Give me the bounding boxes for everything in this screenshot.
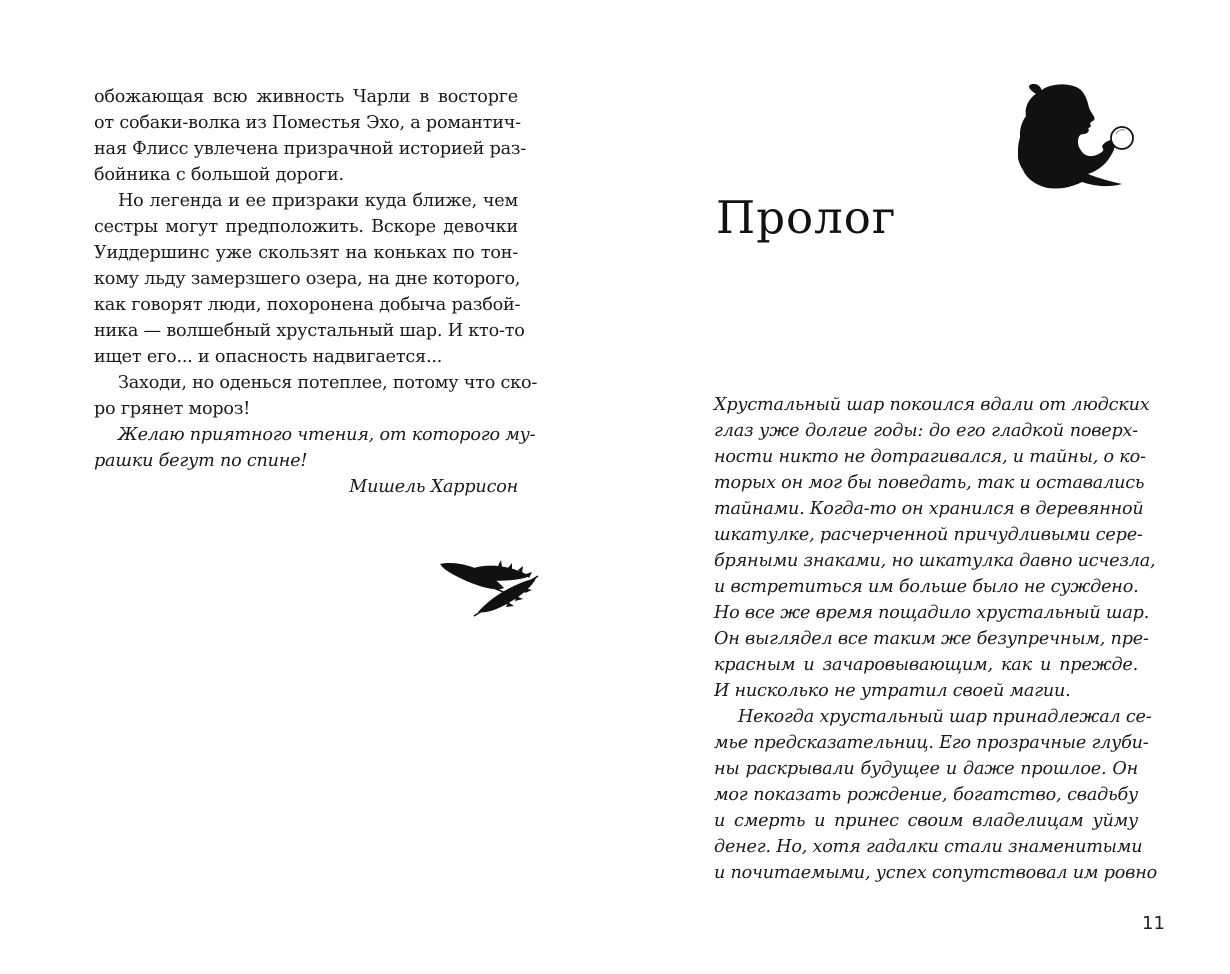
feathers-icon: [438, 558, 540, 618]
text-line: Хрустальный шар покоился вдали от людских: [714, 395, 1150, 415]
girl-with-crystal-ball-icon: [1018, 84, 1142, 192]
text-line: торых он мог бы поведать, так и оставались: [714, 473, 1145, 493]
text-line: ро грянет мороз!: [94, 399, 251, 419]
text-line: Он выглядел все таким же безупречным, пре-: [714, 629, 1149, 649]
page-number: 11: [1142, 913, 1165, 934]
chapter-title: Пролог: [716, 191, 897, 244]
text-line: Заходи, но оденься потеплее, потому что ско-: [118, 373, 538, 393]
text-line: сестры могут предположить. Вскоре девочки: [94, 217, 518, 237]
text-line: как говорят люди, похоронена добыча разбой-: [94, 295, 521, 315]
paragraph: [714, 704, 1157, 886]
text-line: И нисколько не утратил своей магии.: [714, 681, 1071, 701]
paragraph: [94, 188, 525, 370]
text-line: мог показать рождение, богатство, свадьбу: [714, 785, 1138, 805]
text-line: Но легенда и ее призраки куда ближе, чем: [118, 191, 518, 211]
text-line: Некогда хрустальный шар принадлежал се-: [738, 707, 1152, 727]
text-line: рашки бегут по спине!: [94, 451, 308, 471]
paragraph: [714, 392, 1156, 704]
paragraph: [94, 370, 538, 422]
text-line: ная Флисс увлечена призрачной историей раз-: [94, 139, 527, 159]
paragraph: [94, 84, 527, 188]
text-line: денег. Но, хотя гадалки стали знаменитыми: [714, 837, 1143, 857]
text-line: ищет его... и опасность надвигается...: [94, 347, 443, 367]
text-line: тайнами. Когда-то он хранился в деревянной: [714, 499, 1144, 519]
text-line: красным и зачаровывающим, как и прежде.: [714, 655, 1138, 675]
text-line: бойника с большой дороги.: [94, 165, 344, 185]
left-page-text: [94, 84, 538, 500]
text-line: ности никто не дотрагивался, и тайны, о ко-: [714, 447, 1146, 467]
text-line: кому льду замерзшего озера, на дне которого,: [94, 269, 521, 289]
text-line: обожающая всю живность Чарли в восторге: [94, 87, 518, 107]
text-line: ны раскрывали будущее и даже прошлое. Он: [714, 759, 1138, 779]
text-line: Но все же время пощадило хрустальный шар.: [714, 603, 1150, 623]
text-line: от собаки-волка из Поместья Эхо, а романтич-: [94, 113, 521, 133]
text-line: и встретиться им больше было не суждено.: [714, 577, 1139, 597]
text-line: мье предсказательниц. Его прозрачные глуби-: [714, 733, 1149, 753]
text-line: шкатулке, расчерченной причудливыми сере-: [714, 525, 1143, 545]
text-line: ника — волшебный хрустальный шар. И кто-то: [94, 321, 525, 341]
right-page-text: [714, 392, 1157, 886]
paragraph: [94, 422, 536, 474]
text-line: Желаю приятного чтения, от которого му-: [118, 425, 536, 445]
text-line: Уиддершинс уже скользят на коньках по тон-: [94, 243, 518, 263]
author-signature: Мишель Харрисон: [349, 477, 518, 497]
text-line: и почитаемыми, успех сопутствовал им ровно: [714, 863, 1157, 883]
text-line: глаз уже долгие годы: до его гладкой поверх-: [714, 421, 1138, 441]
text-line: бряными знаками, но шкатулка давно исчезла,: [714, 551, 1156, 571]
text-line: и смерть и принес своим владелицам уйму: [714, 811, 1138, 831]
